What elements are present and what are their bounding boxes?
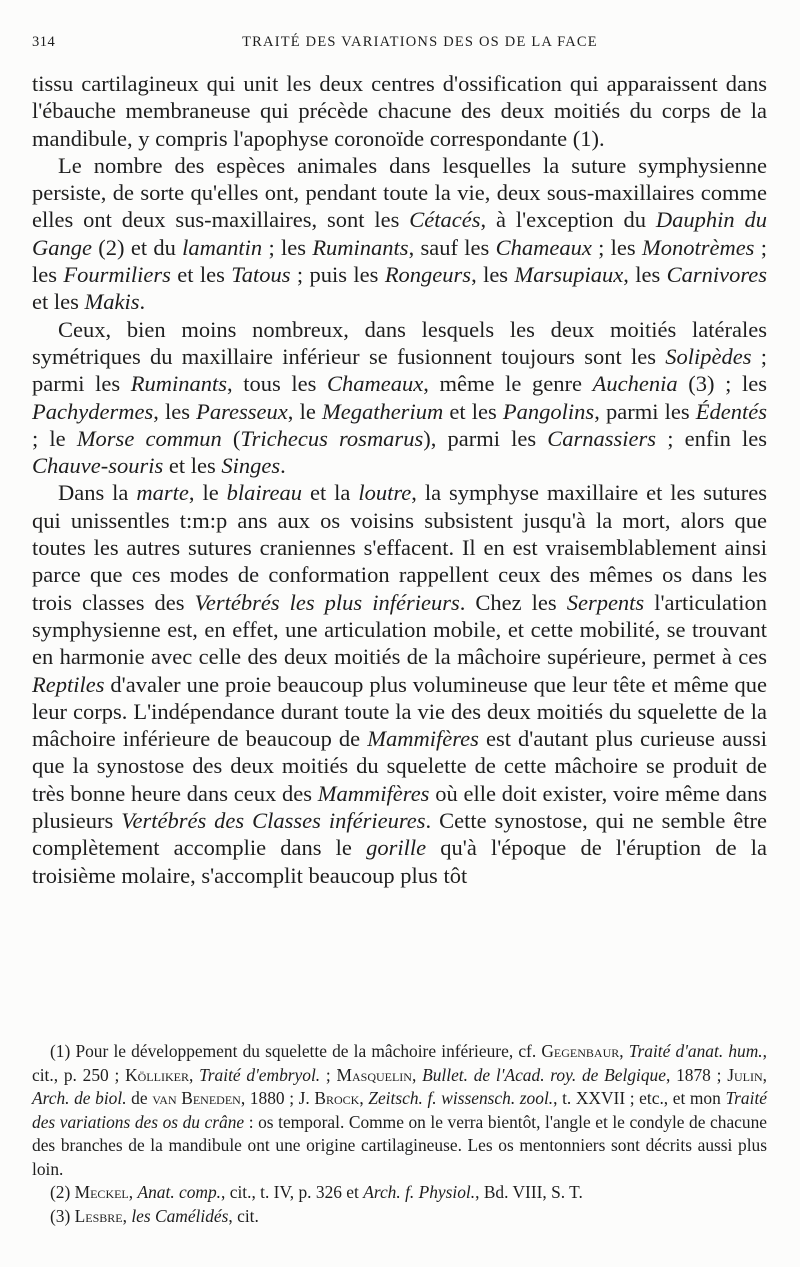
text-run: de	[126, 1088, 153, 1108]
text-run: et les	[170, 262, 232, 288]
text-run: (3) ; les	[677, 371, 767, 397]
taxon-name: lamantin	[182, 234, 263, 260]
text-run: ; les	[591, 234, 642, 260]
taxon-name: Édentés	[695, 398, 767, 424]
work-title: les Camélidés	[131, 1205, 229, 1226]
taxon-name: gorille	[366, 835, 427, 861]
taxon-name: Dauphin du Gange	[32, 207, 767, 260]
text-run: l'articulation symphysienne est, en effet, une articulation mobile, et cette mobilité, se trouvant en harmonie avec celle des deux moitiés de la mâchoire supérieure, permet à ces	[32, 589, 768, 670]
paragraph-species-fused-halves	[32, 316, 767, 480]
text-run: .	[280, 453, 286, 479]
work-title: Anat. comp.	[137, 1182, 222, 1202]
text-run: , le	[287, 398, 322, 424]
text-run: , sauf les	[408, 234, 496, 260]
text-run: (3)	[50, 1205, 75, 1226]
text-run: , cit., t. IV, p. 326 et	[221, 1182, 364, 1202]
text-run: , cit., p. 250 ;	[32, 1041, 767, 1085]
author-name: Kölliker	[125, 1064, 189, 1085]
taxon-name: Auchenia	[592, 371, 678, 397]
taxon-name: Vertébrés des Classes inférieures	[121, 808, 426, 834]
footnote-2	[32, 1181, 767, 1205]
author-name: Meckel	[74, 1182, 129, 1202]
taxon-name: Carnivores	[666, 262, 768, 288]
work-title: Arch. f. Physiol.	[363, 1182, 476, 1202]
taxon-name: Chameaux	[495, 234, 592, 260]
taxon-name: Reptiles	[32, 671, 105, 697]
author-name: Julin	[727, 1064, 763, 1085]
running-title: TRAITÉ DES VARIATIONS DES OS DE LA FACE	[242, 34, 598, 50]
text-run: , la symphyse maxillaire et les sutures qui unissentles t:m:p ans aux os voisins subsistent jusqu'à la mort, alors que toutes les autres sutures craniennes s'effacent. Il en est vraisemblablement ainsi parce que ces modes de conformation rappellent ceux des mêmes os dans les trois classes des	[32, 480, 767, 615]
text-run: , 1878 ;	[665, 1064, 728, 1085]
text-run: et les	[163, 453, 222, 479]
text-run: , cit.	[228, 1205, 259, 1226]
work-title: Arch. de biol.	[32, 1088, 127, 1108]
text-run: tissu cartilagineux qui unit les deux centres d'ossification qui apparaissent dans l'ébauche membraneuse qui précède chacune des deux moitiés du corps de la mandibule, y compris l'apophyse coronoïde correspondante (1).	[32, 71, 767, 151]
text-run: est d'autant plus curieuse aussi que la synostose des deux moitiés du squelette de cette mâchoire se produit de très bonne heure dans ceux des	[32, 726, 767, 806]
page-number: 314	[32, 34, 56, 50]
text-run: ; le	[32, 425, 77, 451]
text-run: ,	[762, 1064, 768, 1085]
taxon-name: Singes	[221, 453, 281, 479]
taxon-name: Chameaux	[327, 371, 424, 397]
work-title: Bullet. de l'Acad. roy. de Belgique	[422, 1064, 666, 1085]
taxon-name: Solipèdes	[665, 343, 752, 369]
text-run: et les	[32, 289, 85, 315]
text-run: Ceux, bien moins nombreux, dans lesquels les deux moitiés latérales symétriques du maxillaire inférieur se fusionnent toujours sont les	[32, 316, 767, 369]
text-run: : os temporal. Comme on le verra bientôt, l'angle et le condyle de chacune des branches de la mandibule ont une origine cartilagineuse. Les os mentonniers sont décrits aussi plus loin.	[32, 1111, 767, 1179]
text-run: ,	[619, 1041, 629, 1061]
author-name: Brock	[314, 1088, 360, 1108]
text-run: ,	[411, 1064, 423, 1085]
footnotes	[32, 1040, 767, 1228]
text-run: et la	[302, 480, 359, 506]
main-text	[32, 70, 767, 889]
text-run: ;	[320, 1064, 337, 1085]
text-run: , parmi les	[594, 398, 696, 424]
text-run: , le	[188, 480, 227, 506]
taxon-name: Trichecus rosmarus	[240, 425, 424, 451]
running-header	[32, 34, 768, 54]
text-run: ,	[122, 1205, 132, 1226]
taxon-name: Tatous	[231, 262, 291, 288]
taxon-name: Marsupiaux	[514, 262, 624, 288]
text-run: ), parmi les	[423, 425, 548, 451]
work-title: Traité d'anat. hum.	[628, 1041, 763, 1061]
footnote-3	[32, 1205, 767, 1229]
taxon-name: Rongeurs	[384, 262, 472, 288]
text-run: où elle doit exister, voire même dans plusieurs	[32, 780, 767, 834]
work-title: Traité des variations des os du crâne	[32, 1088, 767, 1132]
taxon-name: Serpents	[566, 589, 645, 615]
taxon-name: Pachydermes	[32, 398, 154, 424]
taxon-name: Mammifères	[317, 780, 430, 806]
author-name: Lesbre	[74, 1205, 123, 1226]
text-run: qu'à l'époque de l'éruption de la troisième molaire, s'accomplit beaucoup plus tôt	[32, 835, 767, 888]
footnote-1	[32, 1040, 767, 1181]
text-run: (2) et du	[92, 234, 183, 260]
work-title: Zeitsch. f. wissensch. zool.	[368, 1088, 554, 1108]
text-run: (	[221, 425, 241, 451]
text-run: ; puis les	[290, 262, 385, 288]
text-run: .	[139, 289, 146, 315]
taxon-name: Ruminants	[312, 234, 409, 260]
text-run: ,	[188, 1064, 200, 1085]
text-run: ; enfin les	[656, 425, 767, 451]
taxon-name: loutre	[358, 480, 412, 506]
text-run: . Cette synostose, qui ne semble être complètement accomplie dans le	[32, 808, 767, 861]
text-run: (2)	[50, 1182, 75, 1202]
taxon-name: Megatherium	[321, 398, 444, 424]
taxon-name: Mammifères	[367, 726, 479, 752]
text-run: , les	[471, 262, 515, 288]
text-run: ; parmi les	[32, 343, 767, 397]
taxon-name: Cétacés	[409, 207, 481, 233]
taxon-name: marte	[136, 480, 189, 506]
taxon-name: Paresseux	[196, 398, 288, 424]
taxon-name: Pangolins	[502, 398, 595, 424]
text-run: d'avaler une proie beaucoup plus volumineuse que leur tête et même que leur corps. L'indépendance durant toute la vie des deux moitiés du squelette de la mâchoire inférieure de beaucoup de	[32, 671, 767, 752]
text-run: Le nombre des espèces animales dans lesquelles la suture symphysienne persiste, de sorte qu'elles ont, pendant toute la vie, deux sous-maxillaires comme elles ont deux sus-maxillaires, sont les	[32, 152, 767, 233]
text-run: Dans la	[58, 480, 137, 506]
taxon-name: blaireau	[226, 480, 303, 506]
paragraph-continued	[32, 70, 767, 152]
text-run: , à l'exception du	[480, 207, 656, 233]
text-run: , les	[153, 398, 197, 424]
text-run: ,	[128, 1182, 138, 1202]
taxon-name: Carnassiers	[547, 425, 657, 451]
text-run: . Chez les	[459, 589, 567, 615]
text-run: ; les	[262, 234, 313, 260]
taxon-name: Ruminants	[130, 371, 228, 397]
taxon-name: Monotrèmes	[641, 234, 755, 260]
text-run: , Bd. VIII, S. T.	[475, 1182, 583, 1202]
text-run: ; les	[32, 234, 767, 288]
text-run: , t. XXVII ; etc., et mon	[553, 1088, 726, 1108]
author-name: Gegenbaur	[541, 1041, 620, 1061]
paragraph-species-persistent-suture	[32, 152, 767, 316]
work-title: Traité d'embryol.	[199, 1064, 321, 1085]
taxon-name: Chauve-souris	[32, 453, 164, 479]
author-name: Masquelin	[336, 1064, 412, 1085]
text-run: , même le genre	[423, 371, 593, 397]
text-run: ,	[359, 1088, 369, 1108]
author-name: van Beneden	[152, 1088, 241, 1108]
taxon-name: Morse commun	[76, 425, 222, 451]
text-run: , 1880 ; J.	[240, 1088, 315, 1108]
paragraph-symphysis-discussion	[32, 479, 767, 888]
text-run: , les	[623, 262, 667, 288]
taxon-name: Fourmiliers	[63, 262, 171, 288]
text-run: (1) Pour le développement du squelette de la mâchoire inférieure, cf.	[50, 1041, 542, 1061]
taxon-name: Makis	[84, 289, 140, 315]
text-run: et les	[443, 398, 503, 424]
text-run: , tous les	[227, 371, 328, 397]
taxon-name: Vertébrés les plus inférieurs	[194, 589, 460, 615]
